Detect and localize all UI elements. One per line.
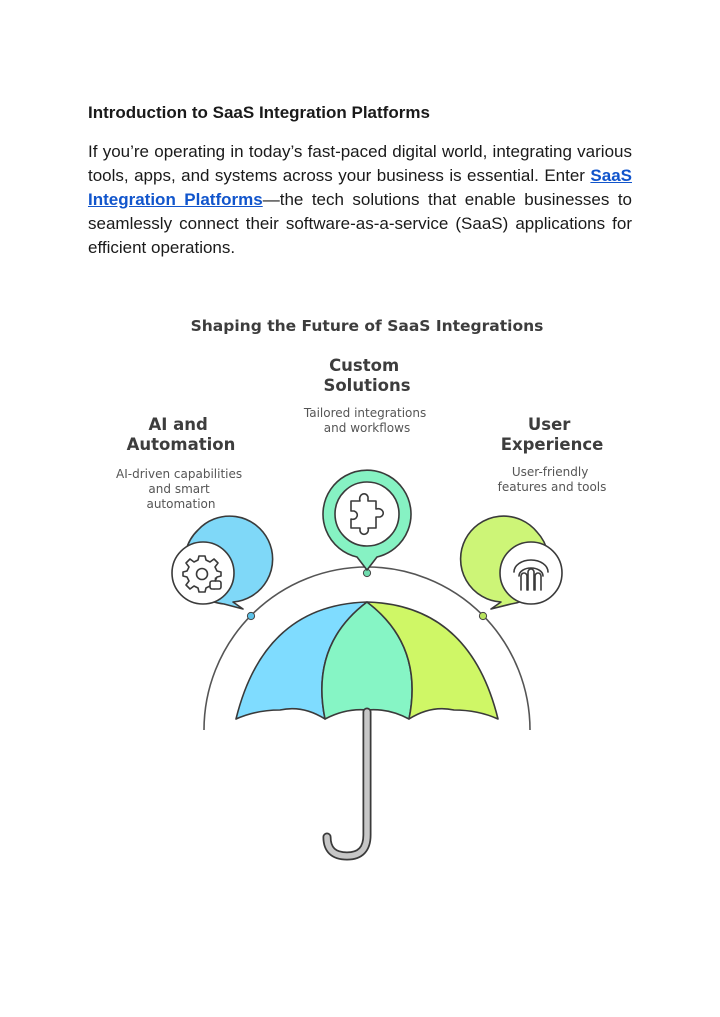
ai-automation-desc-line-3: automation <box>146 497 216 511</box>
user-experience-desc-line-1: User-friendly <box>511 465 589 479</box>
user-experience-desc-line-2: features and tools <box>497 480 607 494</box>
custom-solutions-title-line-2: Solutions <box>323 376 411 395</box>
user-experience-bubble-inner <box>500 542 562 604</box>
user-experience-title-line-1: User <box>527 415 571 434</box>
user-experience-bubble <box>461 516 562 609</box>
user-experience-description <box>498 465 607 494</box>
ai-automation-description <box>116 467 246 511</box>
custom-solutions-bubble-inner <box>335 482 399 546</box>
umbrella-shaft <box>327 712 367 856</box>
ai-automation-title-line-2: Automation <box>126 435 236 454</box>
umbrella-diagram <box>0 300 720 880</box>
umbrella-shaft-outline <box>327 712 367 856</box>
ai-automation-title-line-1: AI and <box>148 415 208 434</box>
diagram-title: Shaping the Future of SaaS Integrations <box>190 317 544 335</box>
intro-text-before: If you’re operating in today’s fast-paced digital world, integrating various tools, apps, and systems across your business is essential. Enter <box>88 142 632 185</box>
custom-solutions-title <box>323 356 410 395</box>
article-heading: Introduction to SaaS Integration Platforms <box>88 103 430 122</box>
intro-paragraph <box>88 140 632 260</box>
custom-solutions-desc-line-2: and workflows <box>323 421 411 435</box>
intro-text-after: —the tech solutions that enable businesses to seamlessly connect their software-as-a-service (SaaS) applications for efficient operations. <box>88 190 632 257</box>
ai-automation-bubble <box>172 516 273 609</box>
custom-solutions-title-line-1: Custom <box>329 356 400 375</box>
custom-solutions-desc-line-1: Tailored integrations <box>303 406 427 420</box>
ai-automation-title <box>127 415 236 454</box>
user-experience-title <box>501 415 604 454</box>
saas-integration-platforms-link[interactable]: SaaS Integration Platforms <box>88 166 632 209</box>
ai-automation-desc-line-1: AI-driven capabilities <box>116 467 243 481</box>
custom-solutions-bubble <box>323 470 411 570</box>
connector-dot-left <box>247 612 254 619</box>
ai-automation-bubble-inner <box>172 542 234 604</box>
custom-solutions-description <box>303 406 430 435</box>
user-experience-title-line-2: Experience <box>500 435 604 454</box>
ai-automation-desc-line-2: and smart <box>148 482 210 496</box>
connector-dot-right <box>479 612 486 619</box>
